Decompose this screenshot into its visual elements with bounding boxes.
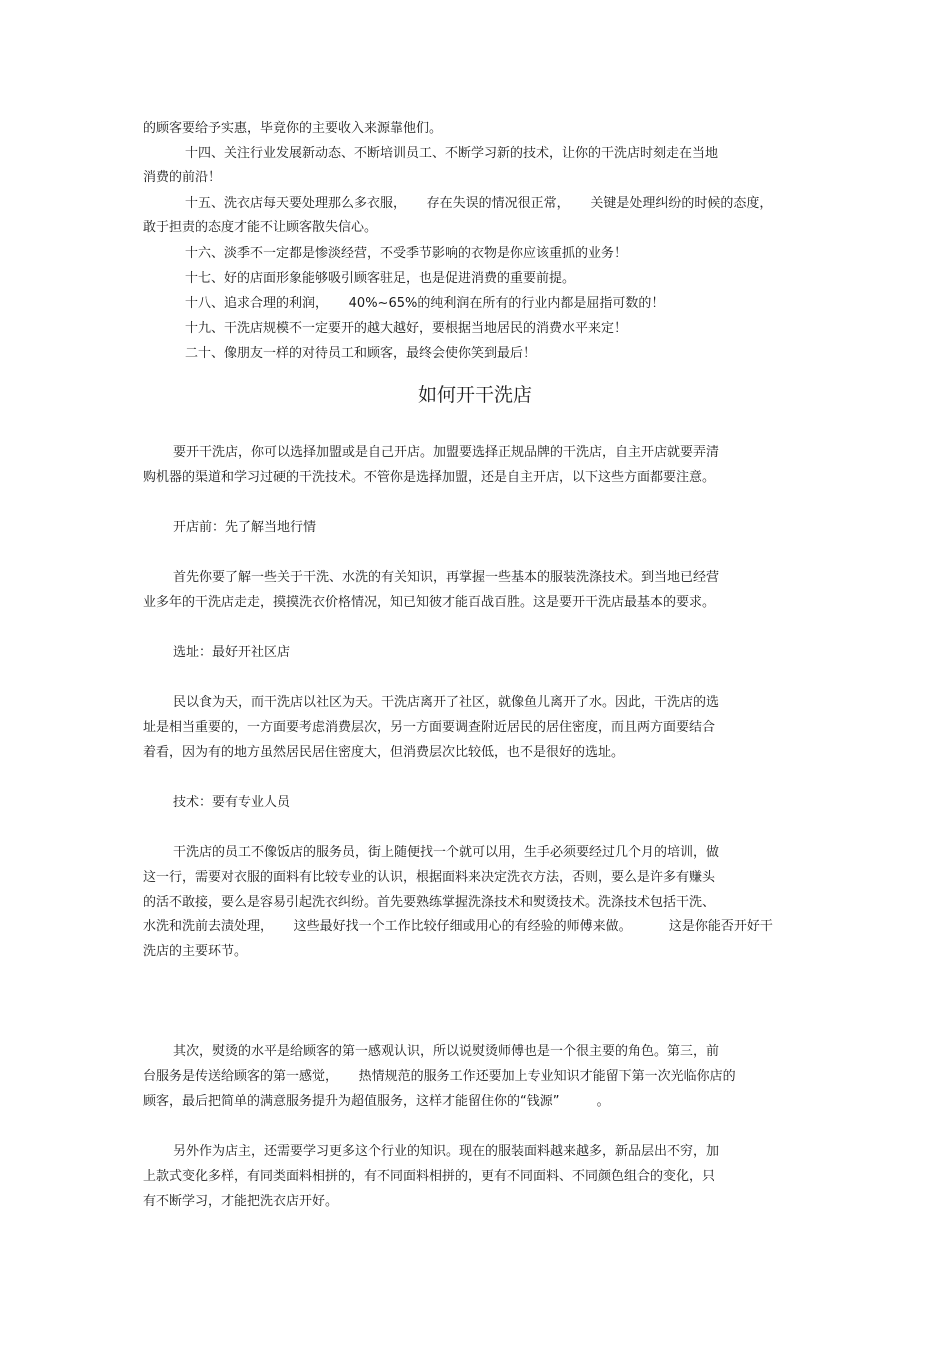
paragraph-line: 要开干洗店，你可以选择加盟或是自己开店。加盟要选择正规品牌的干洗店，自主开店就要弄清	[173, 445, 720, 460]
section-title: 如何开干洗店	[417, 384, 532, 406]
list-item: 十五、洗衣店每天要处理那么多衣服， 存在失误的情况很正常， 关键是处理纠纷的时候的态度，	[185, 196, 773, 211]
paragraph-line: 着看，因为有的地方虽然居民居住密度大，但消费层次比较低，也不是很好的选址。	[143, 745, 625, 760]
paragraph-line: 址是相当重要的，一方面要考虑消费层次，另一方面要调查附近居民的居住密度，而且两方面要结合	[143, 720, 716, 735]
paragraph-line: 台服务是传送给顾客的第一感觉， 热情规范的服务工作还要加上专业知识才能留下第一次光临你店的	[143, 1069, 736, 1084]
paragraph-line: 有不断学习，才能把洗衣店开好。	[143, 1194, 339, 1209]
subheading: 技术：要有专业人员	[173, 795, 291, 810]
text-line: 的顾客要给予实惠，毕竟你的主要收入来源靠他们。	[143, 121, 443, 136]
paragraph-line: 上款式变化多样，有同类面料相拼的，有不同面料相拼的，更有不同面料、不同颜色组合的变化，只	[143, 1169, 716, 1184]
text-line: 敢于担责的态度才能不让顾客散失信心。	[143, 220, 378, 235]
subheading: 开店前：先了解当地行情	[173, 520, 317, 535]
paragraph-line: 业多年的干洗店走走，摸摸洗衣价格情况，知已知彼才能百战百胜。这是要开干洗店最基本的要求。	[143, 595, 716, 610]
paragraph-line: 洗店的主要环节。	[143, 944, 248, 959]
list-item: 十七、好的店面形象能够吸引顾客驻足，也是促进消费的重要前提。	[185, 271, 576, 286]
list-item: 二十、像朋友一样的对待员工和顾客，最终会使你笑到最后！	[185, 346, 537, 361]
paragraph-line: 的活不敢接，要么是容易引起洗衣纠纷。首先要熟练掌握洗涤技术和熨烫技术。洗涤技术包括干洗、	[143, 895, 716, 910]
list-item: 十四、关注行业发展新动态、不断培训员工、不断学习新的技术，让你的干洗店时刻走在当地	[185, 146, 719, 161]
paragraph-line: 另外作为店主，还需要学习更多这个行业的知识。现在的服装面料越来越多，新品层出不穷，加	[173, 1144, 720, 1159]
paragraph-line: 水洗和洗前去渍处理， 这些最好找一个工作比较仔细或用心的有经验的师傅来做。 这是你能否开好干	[143, 919, 773, 934]
text-line: 消费的前沿！	[143, 170, 222, 185]
subheading: 选址：最好开社区店	[173, 645, 291, 660]
paragraph-line: 民以食为天，而干洗店以社区为天。干洗店离开了社区，就像鱼儿离开了水。因此，干洗店的选	[173, 695, 720, 710]
paragraph-line: 首先你要了解一些关于干洗、水洗的有关知识，再掌握一些基本的服装洗涤技术。到当地已经营	[173, 570, 720, 585]
list-item: 十九、干洗店规模不一定要开的越大越好，要根据当地居民的消费水平来定！	[185, 321, 628, 336]
list-item: 十六、淡季不一定都是惨淡经营，不受季节影响的衣物是你应该重抓的业务！	[185, 246, 628, 261]
paragraph-line: 顾客，最后把简单的满意服务提升为超值服务，这样才能留住你的“钱源” 。	[143, 1094, 610, 1109]
list-item: 十八、追求合理的利润， 40%~65%的纯利润在所有的行业内都是屈指可数的！	[185, 296, 665, 311]
paragraph-line: 购机器的渠道和学习过硬的干洗技术。不管你是选择加盟，还是自主开店，以下这些方面都要注意。	[143, 470, 716, 485]
paragraph-line: 这一行，需要对衣服的面料有比较专业的认识，根据面料来决定洗衣方法，否则，要么是许多有赚头	[143, 870, 716, 885]
paragraph-line: 其次，熨烫的水平是给顾客的第一感观认识，所以说熨烫师傅也是一个很主要的角色。第三，前	[173, 1044, 720, 1059]
paragraph-line: 干洗店的员工不像饭店的服务员，街上随便找一个就可以用，生手必须要经过几个月的培训，做	[173, 845, 720, 860]
